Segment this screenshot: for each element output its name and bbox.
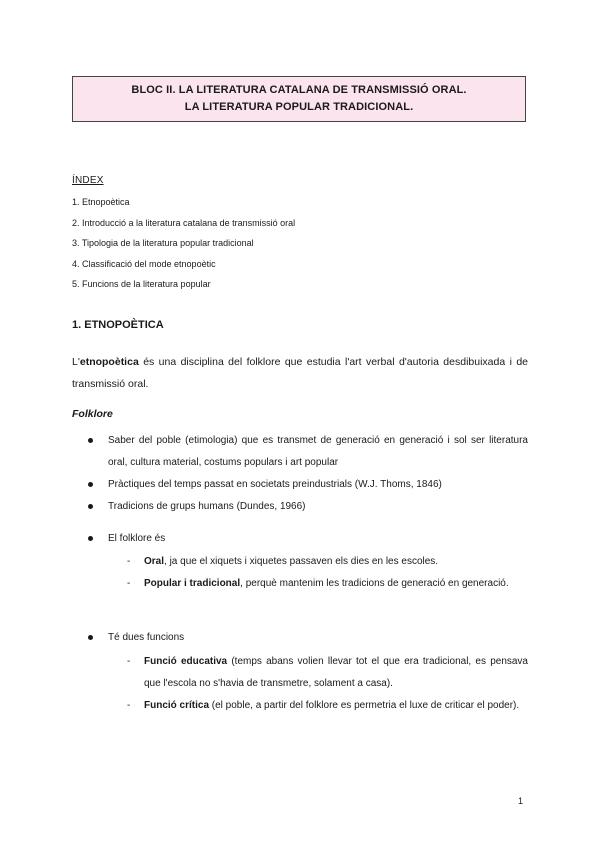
section-heading: 1. ETNOPOÈTICA	[72, 319, 164, 331]
index-heading: ÍNDEX	[72, 175, 104, 186]
intro-rest: és una disciplina del folklore que estudia l'art verbal d'autoria desdibuixada i de transmissió oral.	[72, 356, 528, 390]
title-line-2: LA LITERATURA POPULAR TRADICIONAL.	[184, 101, 414, 113]
index-item: 4. Classificació del mode etnopoètic	[72, 258, 216, 269]
dash-icon: -	[127, 656, 131, 667]
folklore-item-text: , ja que el xiquets i xiquetes passaven els dies en les escoles.	[164, 556, 439, 567]
index-item: 3. Tipologia de la literatura popular tradicional	[72, 238, 254, 249]
bullet-item	[108, 496, 528, 518]
intro-pre: L'	[72, 356, 80, 368]
index-item: 1. Etnopoètica	[72, 197, 130, 207]
index-item: 2. Introducció a la literatura catalana de transmissió oral	[72, 217, 296, 228]
dash-icon: -	[127, 700, 131, 711]
function-item-bold: Funció educativa	[144, 656, 228, 667]
folklore-subheading: Folklore	[72, 408, 113, 420]
bullet-dot-icon	[88, 438, 93, 443]
function-item	[127, 695, 528, 717]
folklore-item	[127, 573, 528, 595]
title-box	[72, 76, 526, 122]
bullet-text: Saber del poble (etimologia) que es transmet de generació en generació i sol ser literatura oral, cultura material, costums populars i art popular	[108, 435, 528, 468]
bullet-dot-icon	[88, 482, 93, 487]
intro-paragraph	[72, 351, 528, 395]
index-list	[72, 196, 295, 299]
folklore-item	[127, 551, 528, 573]
function-item-text: (el poble, a partir del folklore es permetria el luxe de criticar el poder).	[209, 700, 520, 711]
bullet-text: El folklore és	[108, 533, 166, 544]
intro-bold-term: etnopoètica	[79, 356, 139, 368]
bullet-item	[108, 528, 528, 550]
dash-icon: -	[127, 556, 131, 567]
bullet-item	[108, 474, 528, 496]
folklore-item-bold: Oral	[144, 556, 165, 567]
page-number: 1	[518, 796, 524, 806]
folklore-item-text: , perquè mantenim les tradicions de generació en generació.	[240, 578, 509, 589]
bullet-text: Pràctiques del temps passat en societats preindustrials (W.J. Thoms, 1846)	[108, 479, 442, 490]
dash-icon: -	[127, 578, 131, 589]
bullet-item	[108, 430, 528, 474]
bullet-item	[108, 627, 528, 649]
function-item	[127, 651, 528, 695]
index-item: 5. Funcions de la literatura popular	[72, 279, 211, 290]
function-item-bold: Funció crítica	[144, 700, 210, 711]
bullet-dot-icon	[88, 536, 93, 541]
bullet-dot-icon	[88, 504, 93, 509]
function-item-text: (temps abans volien llevar tot el que era tradicional, es pensava que l'escola no s'havia de transmetre, solament a casa).	[144, 656, 528, 689]
bullet-text: Té dues funcions	[108, 632, 185, 643]
bullet-text: Tradicions de grups humans (Dundes, 1966)	[108, 501, 306, 512]
bullet-dot-icon	[88, 635, 93, 640]
folklore-item-bold: Popular i tradicional	[144, 578, 241, 589]
title-line-1: BLOC II. LA LITERATURA CATALANA DE TRANSMISSIÓ ORAL.	[131, 84, 467, 96]
